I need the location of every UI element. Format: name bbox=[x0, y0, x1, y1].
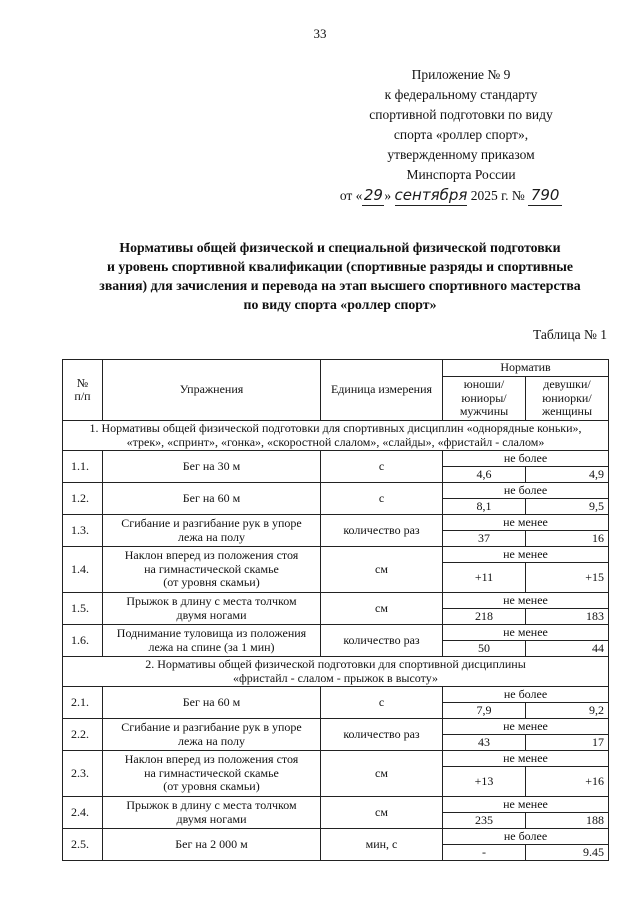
order-month: сентября bbox=[394, 186, 468, 204]
norm-condition: не более bbox=[443, 451, 609, 467]
norm-value-male: 235 bbox=[443, 813, 526, 829]
row-number: 2.5. bbox=[63, 829, 103, 861]
exercise-name: Сгибание и разгибание рук в упоре лежа на полу bbox=[103, 515, 321, 547]
norm-value-female: +15 bbox=[526, 563, 609, 593]
norm-value-female: 17 bbox=[526, 735, 609, 751]
row-number: 2.2. bbox=[63, 719, 103, 751]
norm-value-male: 8,1 bbox=[443, 499, 526, 515]
exercise-name: Прыжок в длину с места толчком двумя ногами bbox=[103, 797, 321, 829]
norm-value-male: 37 bbox=[443, 531, 526, 547]
page-number: 33 bbox=[313, 26, 327, 41]
order-date-line: от «29» сентября 2025 г. № 790 bbox=[326, 185, 576, 206]
norm-value-female: 9,2 bbox=[526, 703, 609, 719]
appendix-block bbox=[339, 65, 576, 206]
norm-condition: не менее bbox=[443, 515, 609, 531]
norm-condition: не менее bbox=[443, 751, 609, 767]
appendix-line: спорта «роллер спорт», bbox=[393, 127, 529, 142]
norms-table bbox=[62, 359, 609, 861]
unit-of-measure: количество раз bbox=[321, 625, 443, 657]
norm-condition: не более bbox=[443, 687, 609, 703]
exercise-name: Бег на 60 м bbox=[103, 483, 321, 515]
exercise-name: Поднимание туловища из положения лежа на спине (за 1 мин) bbox=[103, 625, 321, 657]
table-label: Таблица № 1 bbox=[533, 327, 607, 342]
norm-condition: не менее bbox=[443, 593, 609, 609]
unit-of-measure: см bbox=[321, 593, 443, 625]
norm-value-female: 16 bbox=[526, 531, 609, 547]
section-2-header: 2. Нормативы общей физической подготовки для спортивной дисциплины «фристайл - слалом - прыжок в высоту» bbox=[63, 657, 609, 687]
unit-of-measure: с bbox=[321, 687, 443, 719]
exercise-name: Наклон вперед из положения стоя на гимнастической скамье (от уровня скамьи) bbox=[103, 547, 321, 593]
unit-of-measure: количество раз bbox=[321, 719, 443, 751]
appendix-line: Приложение № 9 bbox=[411, 67, 511, 82]
exercise-name: Бег на 30 м bbox=[103, 451, 321, 483]
row-number: 2.3. bbox=[63, 751, 103, 797]
unit-of-measure: см bbox=[321, 751, 443, 797]
appendix-line: к федеральному стандарту bbox=[384, 87, 538, 102]
appendix-line: спортивной подготовки по виду bbox=[369, 107, 553, 122]
norm-condition: не менее bbox=[443, 719, 609, 735]
norm-value-male: +13 bbox=[443, 767, 526, 797]
exercise-name: Наклон вперед из положения стоя на гимнастической скамье (от уровня скамьи) bbox=[103, 751, 321, 797]
norm-condition: не менее bbox=[443, 797, 609, 813]
norm-value-male: 4,6 bbox=[443, 467, 526, 483]
row-number: 1.1. bbox=[63, 451, 103, 483]
header-boys: юноши/ юниоры/ мужчины bbox=[443, 377, 526, 421]
order-day: 29 bbox=[363, 186, 383, 204]
row-number: 1.3. bbox=[63, 515, 103, 547]
norm-value-male: - bbox=[443, 845, 526, 861]
section-1-header: 1. Нормативы общей физической подготовки для спортивных дисциплин «однорядные коньки», «трек», «спринт», «гонка», «скоростной слалом», «слайды», «фристайл - слалом» bbox=[63, 421, 609, 451]
header-unit: Единица измерения bbox=[321, 360, 443, 421]
exercise-name: Сгибание и разгибание рук в упоре лежа на полу bbox=[103, 719, 321, 751]
norm-value-male: +11 bbox=[443, 563, 526, 593]
unit-of-measure: количество раз bbox=[321, 515, 443, 547]
exercise-name: Бег на 2 000 м bbox=[103, 829, 321, 861]
unit-of-measure: с bbox=[321, 451, 443, 483]
appendix-line: Минспорта России bbox=[406, 167, 516, 182]
norm-condition: не более bbox=[443, 483, 609, 499]
row-number: 2.1. bbox=[63, 687, 103, 719]
unit-of-measure: с bbox=[321, 483, 443, 515]
header-girls: девушки/ юниорки/ женщины bbox=[526, 377, 609, 421]
norm-condition: не более bbox=[443, 829, 609, 845]
order-number: 790 bbox=[528, 185, 562, 206]
norm-condition: не менее bbox=[443, 625, 609, 641]
header-norm: Норматив bbox=[443, 360, 609, 377]
appendix-line: утвержденному приказом bbox=[387, 147, 535, 162]
row-number: 2.4. bbox=[63, 797, 103, 829]
norm-value-female: 188 bbox=[526, 813, 609, 829]
unit-of-measure: мин, с bbox=[321, 829, 443, 861]
norm-value-male: 7,9 bbox=[443, 703, 526, 719]
norm-value-male: 43 bbox=[443, 735, 526, 751]
unit-of-measure: см bbox=[321, 547, 443, 593]
norm-value-female: 183 bbox=[526, 609, 609, 625]
norm-value-female: 44 bbox=[526, 641, 609, 657]
norm-value-female: 4,9 bbox=[526, 467, 609, 483]
norm-value-female: 9,5 bbox=[526, 499, 609, 515]
norm-value-male: 50 bbox=[443, 641, 526, 657]
header-num: № п/п bbox=[63, 360, 103, 421]
norm-value-male: 218 bbox=[443, 609, 526, 625]
row-number: 1.2. bbox=[63, 483, 103, 515]
exercise-name: Прыжок в длину с места толчком двумя ногами bbox=[103, 593, 321, 625]
norm-value-female: 9.45 bbox=[526, 845, 609, 861]
row-number: 1.6. bbox=[63, 625, 103, 657]
row-number: 1.4. bbox=[63, 547, 103, 593]
document-title: Нормативы общей физической и специальной физической подготовки и уровень спортивной квалификации (спортивные разряды и спортивные звания) для зачисления и перевода на этап высшего спортивного мастерства по виду спорта «роллер спорт» bbox=[99, 240, 581, 312]
norm-condition: не менее bbox=[443, 547, 609, 563]
unit-of-measure: см bbox=[321, 797, 443, 829]
exercise-name: Бег на 60 м bbox=[103, 687, 321, 719]
norm-value-female: +16 bbox=[526, 767, 609, 797]
row-number: 1.5. bbox=[63, 593, 103, 625]
header-exercise: Упражнения bbox=[103, 360, 321, 421]
